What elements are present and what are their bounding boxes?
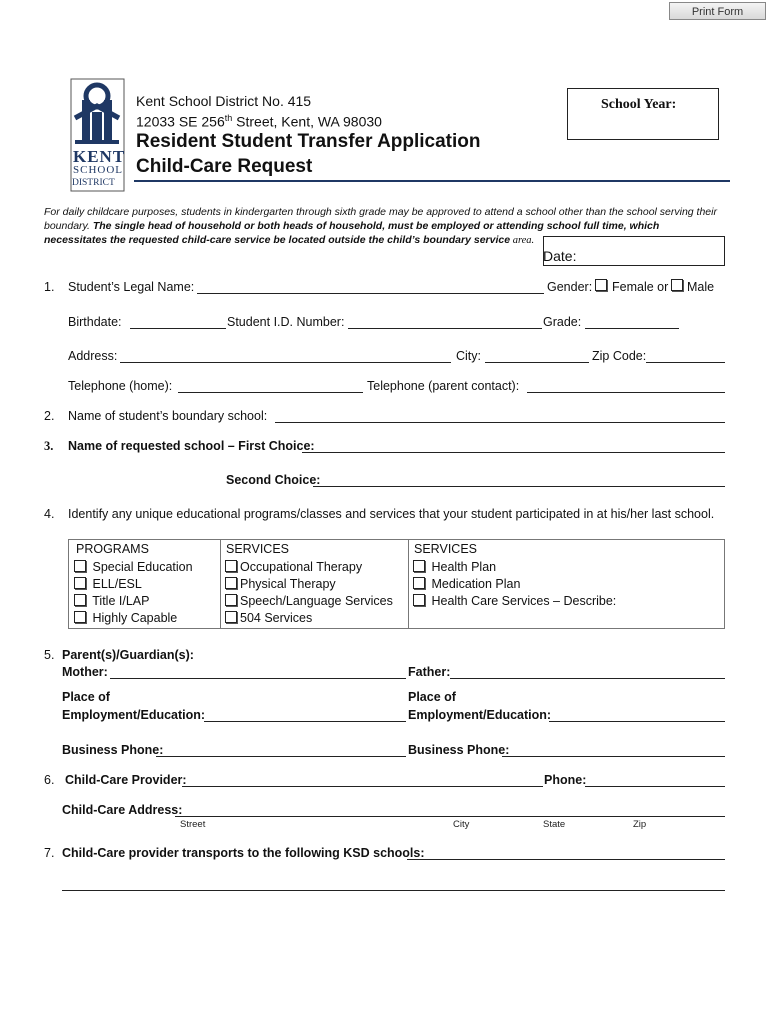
- mother-employment-label: Employment/Education:: [62, 708, 206, 722]
- programs-header: PROGRAMS: [76, 542, 149, 556]
- medication-plan-option[interactable]: Medication Plan: [413, 577, 520, 591]
- telephone-home-field[interactable]: [178, 392, 363, 393]
- district-name: Kent School District No. 415: [136, 93, 312, 109]
- table-divider: [220, 540, 221, 628]
- street-caption: Street: [180, 819, 206, 830]
- occupational-therapy-checkbox[interactable]: [225, 560, 237, 572]
- physical-therapy-checkbox[interactable]: [225, 577, 237, 589]
- logo-text-kent: KENT: [73, 147, 126, 166]
- student-id-field[interactable]: [348, 328, 542, 329]
- mother-label: Mother:: [62, 665, 108, 679]
- transports-schools-field-continued[interactable]: [62, 890, 725, 891]
- child-care-provider-field[interactable]: [182, 786, 543, 787]
- boundary-school-field[interactable]: [275, 422, 725, 423]
- q6-number: 6.: [44, 773, 55, 787]
- mother-employment-field[interactable]: [204, 721, 406, 722]
- provider-phone-field[interactable]: [585, 786, 725, 787]
- q1-number: 1.: [44, 280, 55, 294]
- address-field[interactable]: [120, 362, 451, 363]
- special-education-checkbox[interactable]: [74, 560, 86, 572]
- services-header-2: SERVICES: [414, 542, 477, 556]
- date-label: Date:: [543, 248, 577, 264]
- legal-name-label: Student’s Legal Name:: [68, 280, 195, 294]
- q2-number: 2.: [44, 409, 55, 423]
- father-business-phone-field[interactable]: [502, 756, 725, 757]
- birthdate-field[interactable]: [130, 328, 226, 329]
- legal-name-field[interactable]: [197, 293, 544, 294]
- occupational-therapy-option[interactable]: Occupational Therapy: [225, 560, 362, 574]
- date-field[interactable]: [543, 236, 725, 266]
- district-address: 12033 SE 256th Street, Kent, WA 98030: [136, 113, 382, 130]
- first-choice-field[interactable]: [302, 452, 725, 453]
- zip-field[interactable]: [646, 362, 725, 363]
- male-label: Male: [687, 280, 715, 294]
- health-care-services-checkbox[interactable]: [413, 594, 425, 606]
- title-i-lap-option[interactable]: Title I/LAP: [74, 594, 149, 608]
- zip-caption: Zip: [633, 819, 647, 830]
- services-header-1: SERVICES: [226, 542, 289, 556]
- mother-place-of-label: Place of: [62, 690, 110, 704]
- highly-capable-checkbox[interactable]: [74, 611, 86, 623]
- q3-number: 3.: [44, 439, 54, 453]
- state-caption: State: [543, 819, 566, 830]
- logo-text-school: SCHOOL: [73, 164, 124, 176]
- city-caption: City: [453, 819, 470, 830]
- father-field[interactable]: [450, 678, 725, 679]
- services-column-2: [413, 540, 713, 628]
- services-column-1: [225, 540, 405, 628]
- student-id-label: Student I.D. Number:: [227, 315, 345, 329]
- health-plan-checkbox[interactable]: [413, 560, 425, 572]
- programs-question: Identify any unique educational programs/classes and services that your student participated in at his/her last school.: [68, 507, 715, 521]
- 504-services-option[interactable]: 504 Services: [225, 611, 312, 625]
- female-checkbox[interactable]: [595, 279, 607, 291]
- gender-label: Gender:: [547, 280, 593, 294]
- intro-paragraph: For daily childcare purposes, students in kindergarten through sixth grade may be approved to attend a school other than the school serving their boundary. The single head of household or both heads of household, must be employed or attending school full time, which necessitates the requested child-care service be located outside the child’s boundary service area.: [44, 206, 717, 246]
- provider-phone-label: Phone:: [544, 773, 587, 787]
- city-field[interactable]: [485, 362, 589, 363]
- father-employment-label: Employment/Education:: [408, 708, 552, 722]
- speech-language-checkbox[interactable]: [225, 594, 237, 606]
- school-year-label: School Year:: [601, 97, 677, 112]
- female-label: Female or: [612, 280, 669, 294]
- medication-plan-checkbox[interactable]: [413, 577, 425, 589]
- birthdate-label: Birthdate:: [68, 315, 122, 329]
- logo-text-district: DISTRICT: [72, 178, 115, 188]
- title-i-lap-checkbox[interactable]: [74, 594, 86, 606]
- table-divider: [408, 540, 409, 628]
- school-year-field[interactable]: [567, 88, 719, 140]
- city-label: City:: [456, 349, 481, 363]
- second-choice-field[interactable]: [313, 486, 725, 487]
- q5-number: 5.: [44, 648, 55, 662]
- health-care-services-option[interactable]: Health Care Services – Describe:: [413, 594, 616, 608]
- 504-services-checkbox[interactable]: [225, 611, 237, 623]
- child-care-address-label: Child-Care Address:: [62, 803, 183, 817]
- telephone-parent-label: Telephone (parent contact):: [367, 379, 520, 393]
- q7-number: 7.: [44, 846, 55, 860]
- parents-guardians-label: Parent(s)/Guardian(s):: [62, 648, 194, 662]
- second-choice-label: Second Choice:: [226, 473, 321, 487]
- father-business-phone-label: Business Phone:: [408, 743, 510, 757]
- physical-therapy-option[interactable]: Physical Therapy: [225, 577, 336, 591]
- boundary-school-label: Name of student’s boundary school:: [68, 409, 268, 423]
- mother-field[interactable]: [110, 678, 406, 679]
- health-plan-option[interactable]: Health Plan: [413, 560, 496, 574]
- telephone-home-label: Telephone (home):: [68, 379, 173, 393]
- transports-schools-field[interactable]: [407, 859, 725, 860]
- highly-capable-option[interactable]: Highly Capable: [74, 611, 177, 625]
- male-checkbox[interactable]: [671, 279, 683, 291]
- ell-esl-option[interactable]: ELL/ESL: [74, 577, 142, 591]
- father-employment-field[interactable]: [549, 721, 725, 722]
- zip-label: Zip Code:: [592, 349, 647, 363]
- form-title: Resident Student Transfer Application: [136, 131, 481, 152]
- form-subtitle: Child-Care Request: [136, 156, 313, 177]
- first-choice-label: Name of requested school – First Choice:: [68, 439, 315, 453]
- title-divider: [134, 180, 730, 182]
- programs-column: [74, 540, 224, 628]
- child-care-address-field[interactable]: [175, 816, 725, 817]
- ell-esl-checkbox[interactable]: [74, 577, 86, 589]
- father-place-of-label: Place of: [408, 690, 456, 704]
- father-label: Father:: [408, 665, 451, 679]
- mother-business-phone-field[interactable]: [156, 756, 406, 757]
- grade-field[interactable]: [585, 328, 679, 329]
- address-label: Address:: [68, 349, 118, 363]
- q4-number: 4.: [44, 507, 55, 521]
- special-education-option[interactable]: Special Education: [74, 560, 193, 574]
- child-care-provider-label: Child-Care Provider:: [65, 773, 187, 787]
- telephone-parent-field[interactable]: [527, 392, 725, 393]
- speech-language-option[interactable]: Speech/Language Services: [225, 594, 393, 608]
- transports-schools-label: Child-Care provider transports to the following KSD schools:: [62, 846, 425, 860]
- programs-services-table: [68, 539, 725, 629]
- print-form-button[interactable]: Print Form: [669, 2, 766, 20]
- mother-business-phone-label: Business Phone:: [62, 743, 164, 757]
- grade-label: Grade:: [543, 315, 582, 329]
